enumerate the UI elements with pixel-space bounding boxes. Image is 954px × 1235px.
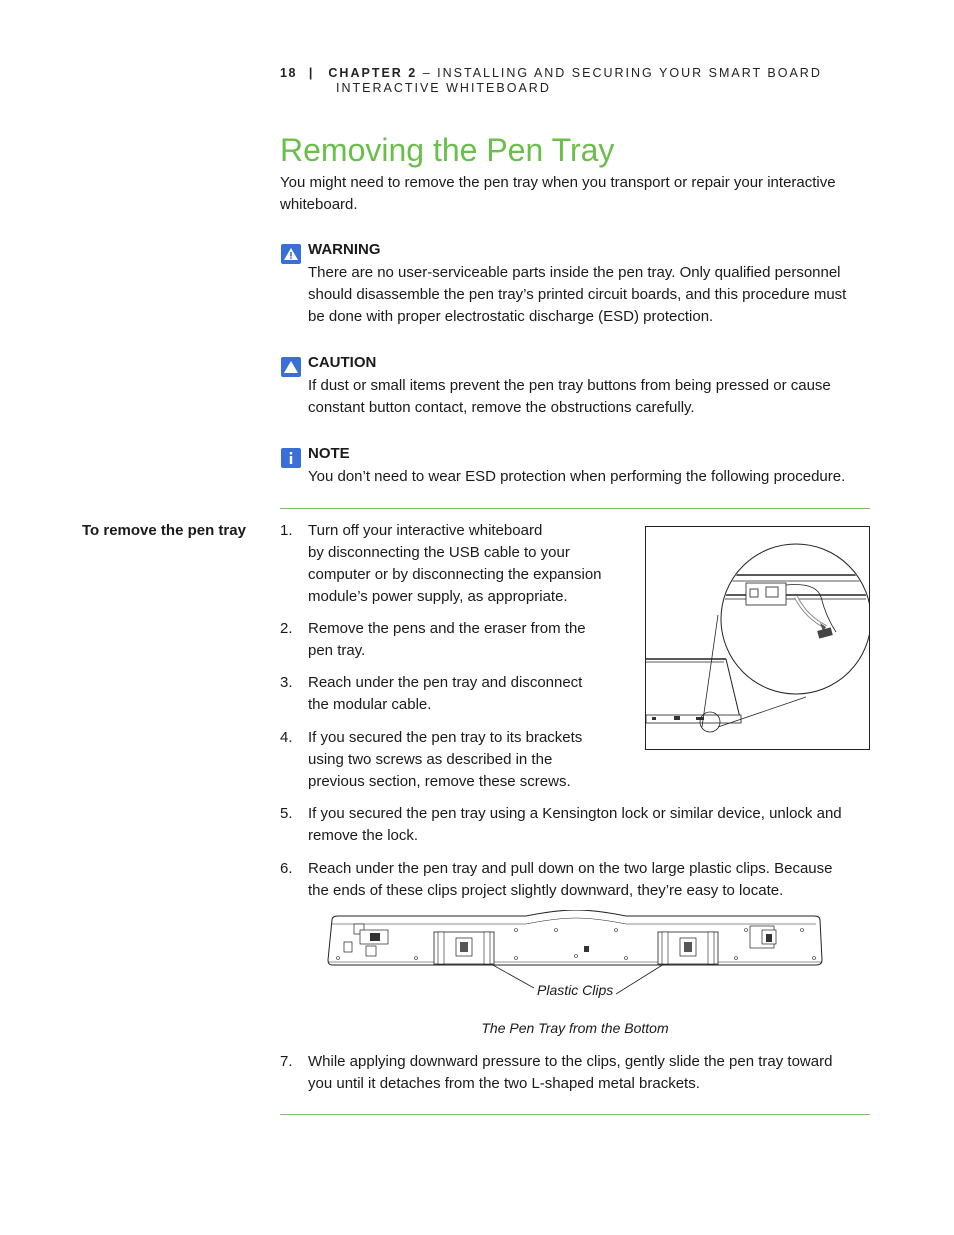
figure-caption: The Pen Tray from the Bottom: [481, 1020, 669, 1036]
caution-line: If dust or small items prevent the pen tray buttons from being pressed or cause: [308, 377, 831, 394]
bottom-divider: [280, 1114, 870, 1115]
warning-text: [308, 262, 873, 328]
intro-line: whiteboard.: [280, 196, 358, 213]
step-text: [308, 1051, 832, 1095]
warning-line: There are no user-serviceable parts inside the pen tray. Only qualified personnel: [308, 264, 841, 281]
warning-title: WARNING: [308, 241, 381, 258]
warning-line: be done with proper electrostatic discharge (ESD) protection.: [308, 308, 714, 325]
step-text: [308, 672, 582, 716]
section-divider: [280, 508, 870, 509]
step-number: 6.: [280, 860, 293, 877]
step-line: the ends of these clips project slightly downward, they’re easy to locate.: [308, 882, 784, 899]
step-line: previous section, remove these screws.: [308, 773, 571, 790]
step-line: If you secured the pen tray using a Kensington lock or similar device, unlock and: [308, 805, 842, 822]
warning-line: should disassemble the pen tray’s printed circuit boards, and this procedure must: [308, 286, 847, 303]
step-number: 5.: [280, 805, 293, 822]
warning-icon: [281, 244, 301, 264]
step-line: If you secured the pen tray to its brackets: [308, 729, 583, 746]
step-line: you until it detaches from the two L-shaped metal brackets.: [308, 1075, 700, 1092]
step-line: using two screws as described in the: [308, 751, 553, 768]
plastic-clips-label: Plastic Clips: [537, 982, 614, 998]
step-number: 7.: [280, 1053, 293, 1070]
caution-text: [308, 375, 873, 419]
procedure-heading: To remove the pen tray: [82, 522, 246, 539]
caution-line: constant button contact, remove the obstructions carefully.: [308, 399, 695, 416]
step-number: 3.: [280, 674, 293, 691]
intro-line: You might need to remove the pen tray when you transport or repair your interactive: [280, 174, 836, 191]
step-line: Reach under the pen tray and pull down on the two large plastic clips. Because: [308, 860, 833, 877]
step-text: [308, 520, 602, 608]
info-icon: [281, 448, 301, 468]
chapter-label: CHAPTER 2: [328, 66, 418, 80]
step-line: module’s power supply, as appropriate.: [308, 588, 568, 605]
step-number: 1.: [280, 522, 293, 539]
step-line: While applying downward pressure to the clips, gently slide the pen tray toward: [308, 1053, 833, 1070]
step-text: [308, 618, 586, 662]
caution-title: CAUTION: [308, 354, 377, 371]
step-line: by disconnecting the USB cable to your: [308, 544, 570, 561]
page-title: Removing the Pen Tray: [280, 132, 615, 168]
caution-block: [308, 353, 873, 419]
step-number: 2.: [280, 620, 293, 637]
cable-disconnect-illustration: [645, 526, 870, 750]
running-header: [280, 66, 822, 96]
step-text: [308, 803, 842, 847]
step-text: [308, 858, 833, 902]
note-line: You don’t need to wear ESD protection when performing the following procedure.: [308, 468, 846, 485]
step-line: computer or by disconnecting the expansion: [308, 566, 602, 583]
step-line: Remove the pens and the eraser from the: [308, 620, 586, 637]
step-line: Reach under the pen tray and disconnect: [308, 674, 583, 691]
header-separator: |: [308, 66, 315, 80]
note-text: [308, 466, 888, 488]
chapter-title-line2: INTERACTIVE WHITEBOARD: [336, 81, 551, 95]
step-text: [308, 727, 582, 793]
chapter-title-line1: – INSTALLING AND SECURING YOUR SMART BOARD: [417, 66, 822, 80]
intro-paragraph: [280, 172, 880, 216]
step-line: pen tray.: [308, 642, 366, 659]
note-title: NOTE: [308, 445, 350, 462]
caution-icon: [281, 357, 301, 377]
step-line: the modular cable.: [308, 696, 432, 713]
step-line: Turn off your interactive whiteboard: [308, 522, 543, 539]
page-number: 18: [280, 66, 297, 80]
step-number: 4.: [280, 729, 293, 746]
warning-block: [308, 240, 873, 328]
step-line: remove the lock.: [308, 827, 419, 844]
note-block: [308, 444, 888, 488]
